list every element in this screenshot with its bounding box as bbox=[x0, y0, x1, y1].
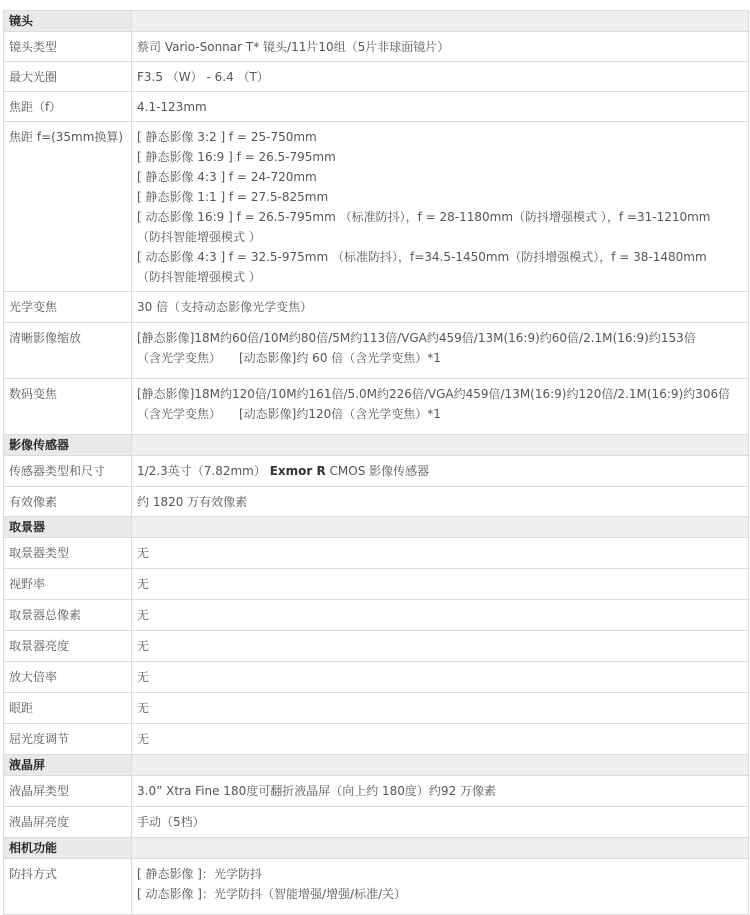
spec-value-text: F3.5 （W） - 6.4 （T） bbox=[137, 69, 269, 84]
spec-value-text: （含光学变焦） [动态影像]约120倍（含光学变焦）*1 bbox=[137, 407, 441, 421]
spec-value bbox=[132, 662, 749, 693]
spec-table bbox=[3, 10, 749, 915]
spec-row bbox=[4, 600, 749, 631]
spec-value-text: 无 bbox=[137, 577, 150, 591]
spec-label: 光学变焦 bbox=[4, 292, 132, 323]
spec-label: 屈光度调节 bbox=[4, 724, 132, 755]
spec-row bbox=[4, 62, 749, 92]
spec-value-line bbox=[137, 605, 743, 625]
spec-row bbox=[4, 292, 749, 323]
section-title: 液晶屏 bbox=[4, 755, 132, 776]
spec-value-line bbox=[137, 636, 743, 656]
section-title: 相机功能 bbox=[4, 838, 132, 859]
spec-value bbox=[132, 323, 749, 379]
spec-label: 视野率 bbox=[4, 569, 132, 600]
spec-value-text: [ 静态影像 16:9 ] f = 26.5-795mm bbox=[137, 150, 336, 164]
spec-label: 取景器亮度 bbox=[4, 631, 132, 662]
spec-value-line bbox=[137, 167, 743, 187]
spec-label: 放大倍率 bbox=[4, 662, 132, 693]
spec-label: 焦距（f） bbox=[4, 92, 132, 122]
spec-value-line bbox=[137, 729, 743, 749]
spec-row bbox=[4, 662, 749, 693]
spec-value-text: 3.0” Xtra Fine 180度可翻折液晶屏（向上约 180度）约92 万像素 bbox=[137, 784, 497, 798]
spec-value-text: [ 静态影像 ]：光学防抖 bbox=[137, 867, 262, 881]
spec-row bbox=[4, 859, 749, 915]
spec-value bbox=[132, 807, 749, 838]
spec-value-line bbox=[137, 461, 743, 481]
spec-row bbox=[4, 456, 749, 487]
spec-value-text: 4.1-123mm bbox=[137, 99, 207, 114]
spec-value bbox=[132, 600, 749, 631]
spec-value-line bbox=[137, 187, 743, 207]
spec-value-text: [ 静态影像 3:2 ] f = 25-750mm bbox=[137, 130, 317, 144]
spec-label: 传感器类型和尺寸 bbox=[4, 456, 132, 487]
spec-row bbox=[4, 569, 749, 600]
spec-value bbox=[132, 379, 749, 435]
spec-value bbox=[132, 292, 749, 323]
spec-row bbox=[4, 487, 749, 517]
spec-label: 焦距 f=(35mm换算) bbox=[4, 122, 132, 292]
spec-value bbox=[132, 538, 749, 569]
spec-value-line bbox=[137, 97, 743, 117]
spec-value bbox=[132, 32, 749, 62]
spec-label: 液晶屏类型 bbox=[4, 776, 132, 807]
spec-label: 最大光圈 bbox=[4, 62, 132, 92]
spec-value-text: [ 静态影像 4:3 ] f = 24-720mm bbox=[137, 170, 317, 184]
spec-label: 有效像素 bbox=[4, 487, 132, 517]
spec-value-text: [静态影像]18M约120倍/10M约161倍/5.0M约226倍/VGA约459倍/13M(16:9)约120倍/2.1M(16:9)约306倍 bbox=[137, 387, 731, 401]
section-header bbox=[4, 517, 749, 538]
section-title: 取景器 bbox=[4, 517, 132, 538]
spec-value-text: [静态影像]18M约60倍/10M约80倍/5M约113倍/VGA约459倍/13M(16:9)约60倍/2.1M(16:9)约153倍 bbox=[137, 331, 696, 345]
spec-value-text: 无 bbox=[137, 546, 150, 560]
spec-value-text: （含光学变焦） [动态影像]约 60 倍（含光学变焦）*1 bbox=[137, 351, 441, 365]
section-header-filler bbox=[132, 517, 749, 538]
spec-value bbox=[132, 631, 749, 662]
spec-value-text: 无 bbox=[137, 639, 150, 653]
spec-label: 清晰影像缩放 bbox=[4, 323, 132, 379]
spec-value-line bbox=[137, 267, 743, 287]
spec-row bbox=[4, 631, 749, 662]
spec-row bbox=[4, 92, 749, 122]
spec-label: 数码变焦 bbox=[4, 379, 132, 435]
spec-value-text: CMOS 影像传感器 bbox=[325, 464, 430, 478]
spec-value bbox=[132, 487, 749, 517]
spec-value bbox=[132, 62, 749, 92]
spec-value-line bbox=[137, 574, 743, 594]
spec-value-line bbox=[137, 492, 743, 512]
spec-row bbox=[4, 807, 749, 838]
spec-value-text: 30 倍（支持动态影像光学变焦） bbox=[137, 300, 313, 314]
spec-value-line bbox=[137, 781, 743, 801]
spec-value-line bbox=[137, 67, 743, 87]
spec-value-text: Exmor R bbox=[269, 464, 326, 478]
spec-value-text: 无 bbox=[137, 701, 150, 715]
spec-value-line bbox=[137, 812, 743, 832]
spec-label: 眼距 bbox=[4, 693, 132, 724]
spec-value-text: （防抖智能增强模式 ） bbox=[137, 270, 261, 284]
spec-value-line bbox=[137, 543, 743, 563]
spec-value bbox=[132, 92, 749, 122]
spec-value-text: 约 1820 万有效像素 bbox=[137, 494, 248, 509]
spec-value-line bbox=[137, 147, 743, 167]
spec-value bbox=[132, 724, 749, 755]
section-header bbox=[4, 838, 749, 859]
section-title: 镜头 bbox=[4, 11, 132, 32]
spec-label: 镜头类型 bbox=[4, 32, 132, 62]
section-header-filler bbox=[132, 435, 749, 456]
spec-value-line bbox=[137, 864, 743, 884]
spec-value bbox=[132, 569, 749, 600]
spec-value-line bbox=[137, 127, 743, 147]
spec-value bbox=[132, 456, 749, 487]
spec-value-line bbox=[137, 884, 743, 904]
spec-row bbox=[4, 776, 749, 807]
spec-value-line bbox=[137, 384, 743, 404]
spec-value-text: 无 bbox=[137, 732, 150, 746]
spec-value-text: 无 bbox=[137, 670, 150, 684]
section-header-filler bbox=[132, 838, 749, 859]
spec-value-line bbox=[137, 207, 743, 227]
spec-value-line bbox=[137, 328, 743, 348]
spec-row bbox=[4, 538, 749, 569]
spec-row bbox=[4, 693, 749, 724]
section-header-filler bbox=[132, 755, 749, 776]
section-title: 影像传感器 bbox=[4, 435, 132, 456]
spec-row bbox=[4, 379, 749, 435]
spec-value-line bbox=[137, 37, 743, 57]
spec-value-text: 蔡司 Vario-Sonnar T* 镜头/11片10组（5片非球面镜片） bbox=[137, 39, 450, 54]
spec-row bbox=[4, 724, 749, 755]
spec-value-text: [ 动态影像 16:9 ] f = 26.5-795mm （标准防抖），f = 28-1180mm（防抖增强模式 ），f =31-1210mm bbox=[137, 210, 711, 224]
spec-value-text: 手动（5档） bbox=[137, 815, 205, 829]
section-header bbox=[4, 11, 749, 32]
spec-value-text: [ 静态影像 1:1 ] f = 27.5-825mm bbox=[137, 190, 329, 204]
spec-value-text: [ 动态影像 ]：光学防抖（智能增强/增强/标准/关） bbox=[137, 887, 407, 901]
spec-value-line bbox=[137, 247, 743, 267]
spec-row bbox=[4, 122, 749, 292]
spec-value bbox=[132, 693, 749, 724]
section-header bbox=[4, 435, 749, 456]
spec-label: 液晶屏亮度 bbox=[4, 807, 132, 838]
spec-value-line bbox=[137, 348, 743, 368]
section-header bbox=[4, 755, 749, 776]
spec-value-text: （防抖智能增强模式 ） bbox=[137, 230, 261, 244]
spec-value bbox=[132, 859, 749, 915]
spec-value-line bbox=[137, 667, 743, 687]
spec-value bbox=[132, 776, 749, 807]
spec-value-line bbox=[137, 404, 743, 424]
spec-label: 取景器总像素 bbox=[4, 600, 132, 631]
section-header-filler bbox=[132, 11, 749, 32]
spec-value-line bbox=[137, 698, 743, 718]
spec-value-line bbox=[137, 227, 743, 247]
spec-row bbox=[4, 323, 749, 379]
spec-value-text: 无 bbox=[137, 608, 150, 622]
spec-value-text: [ 动态影像 4:3 ] f = 32.5-975mm （标准防抖），f=34.5-1450mm（防抖增强模式），f = 38-1480mm bbox=[137, 250, 707, 264]
spec-label: 取景器类型 bbox=[4, 538, 132, 569]
spec-label: 防抖方式 bbox=[4, 859, 132, 915]
spec-row bbox=[4, 32, 749, 62]
spec-value-line bbox=[137, 297, 743, 317]
spec-value bbox=[132, 122, 749, 292]
spec-value-text: 1/2.3英寸（7.82mm） bbox=[137, 464, 270, 478]
spec-table-body bbox=[4, 11, 749, 915]
